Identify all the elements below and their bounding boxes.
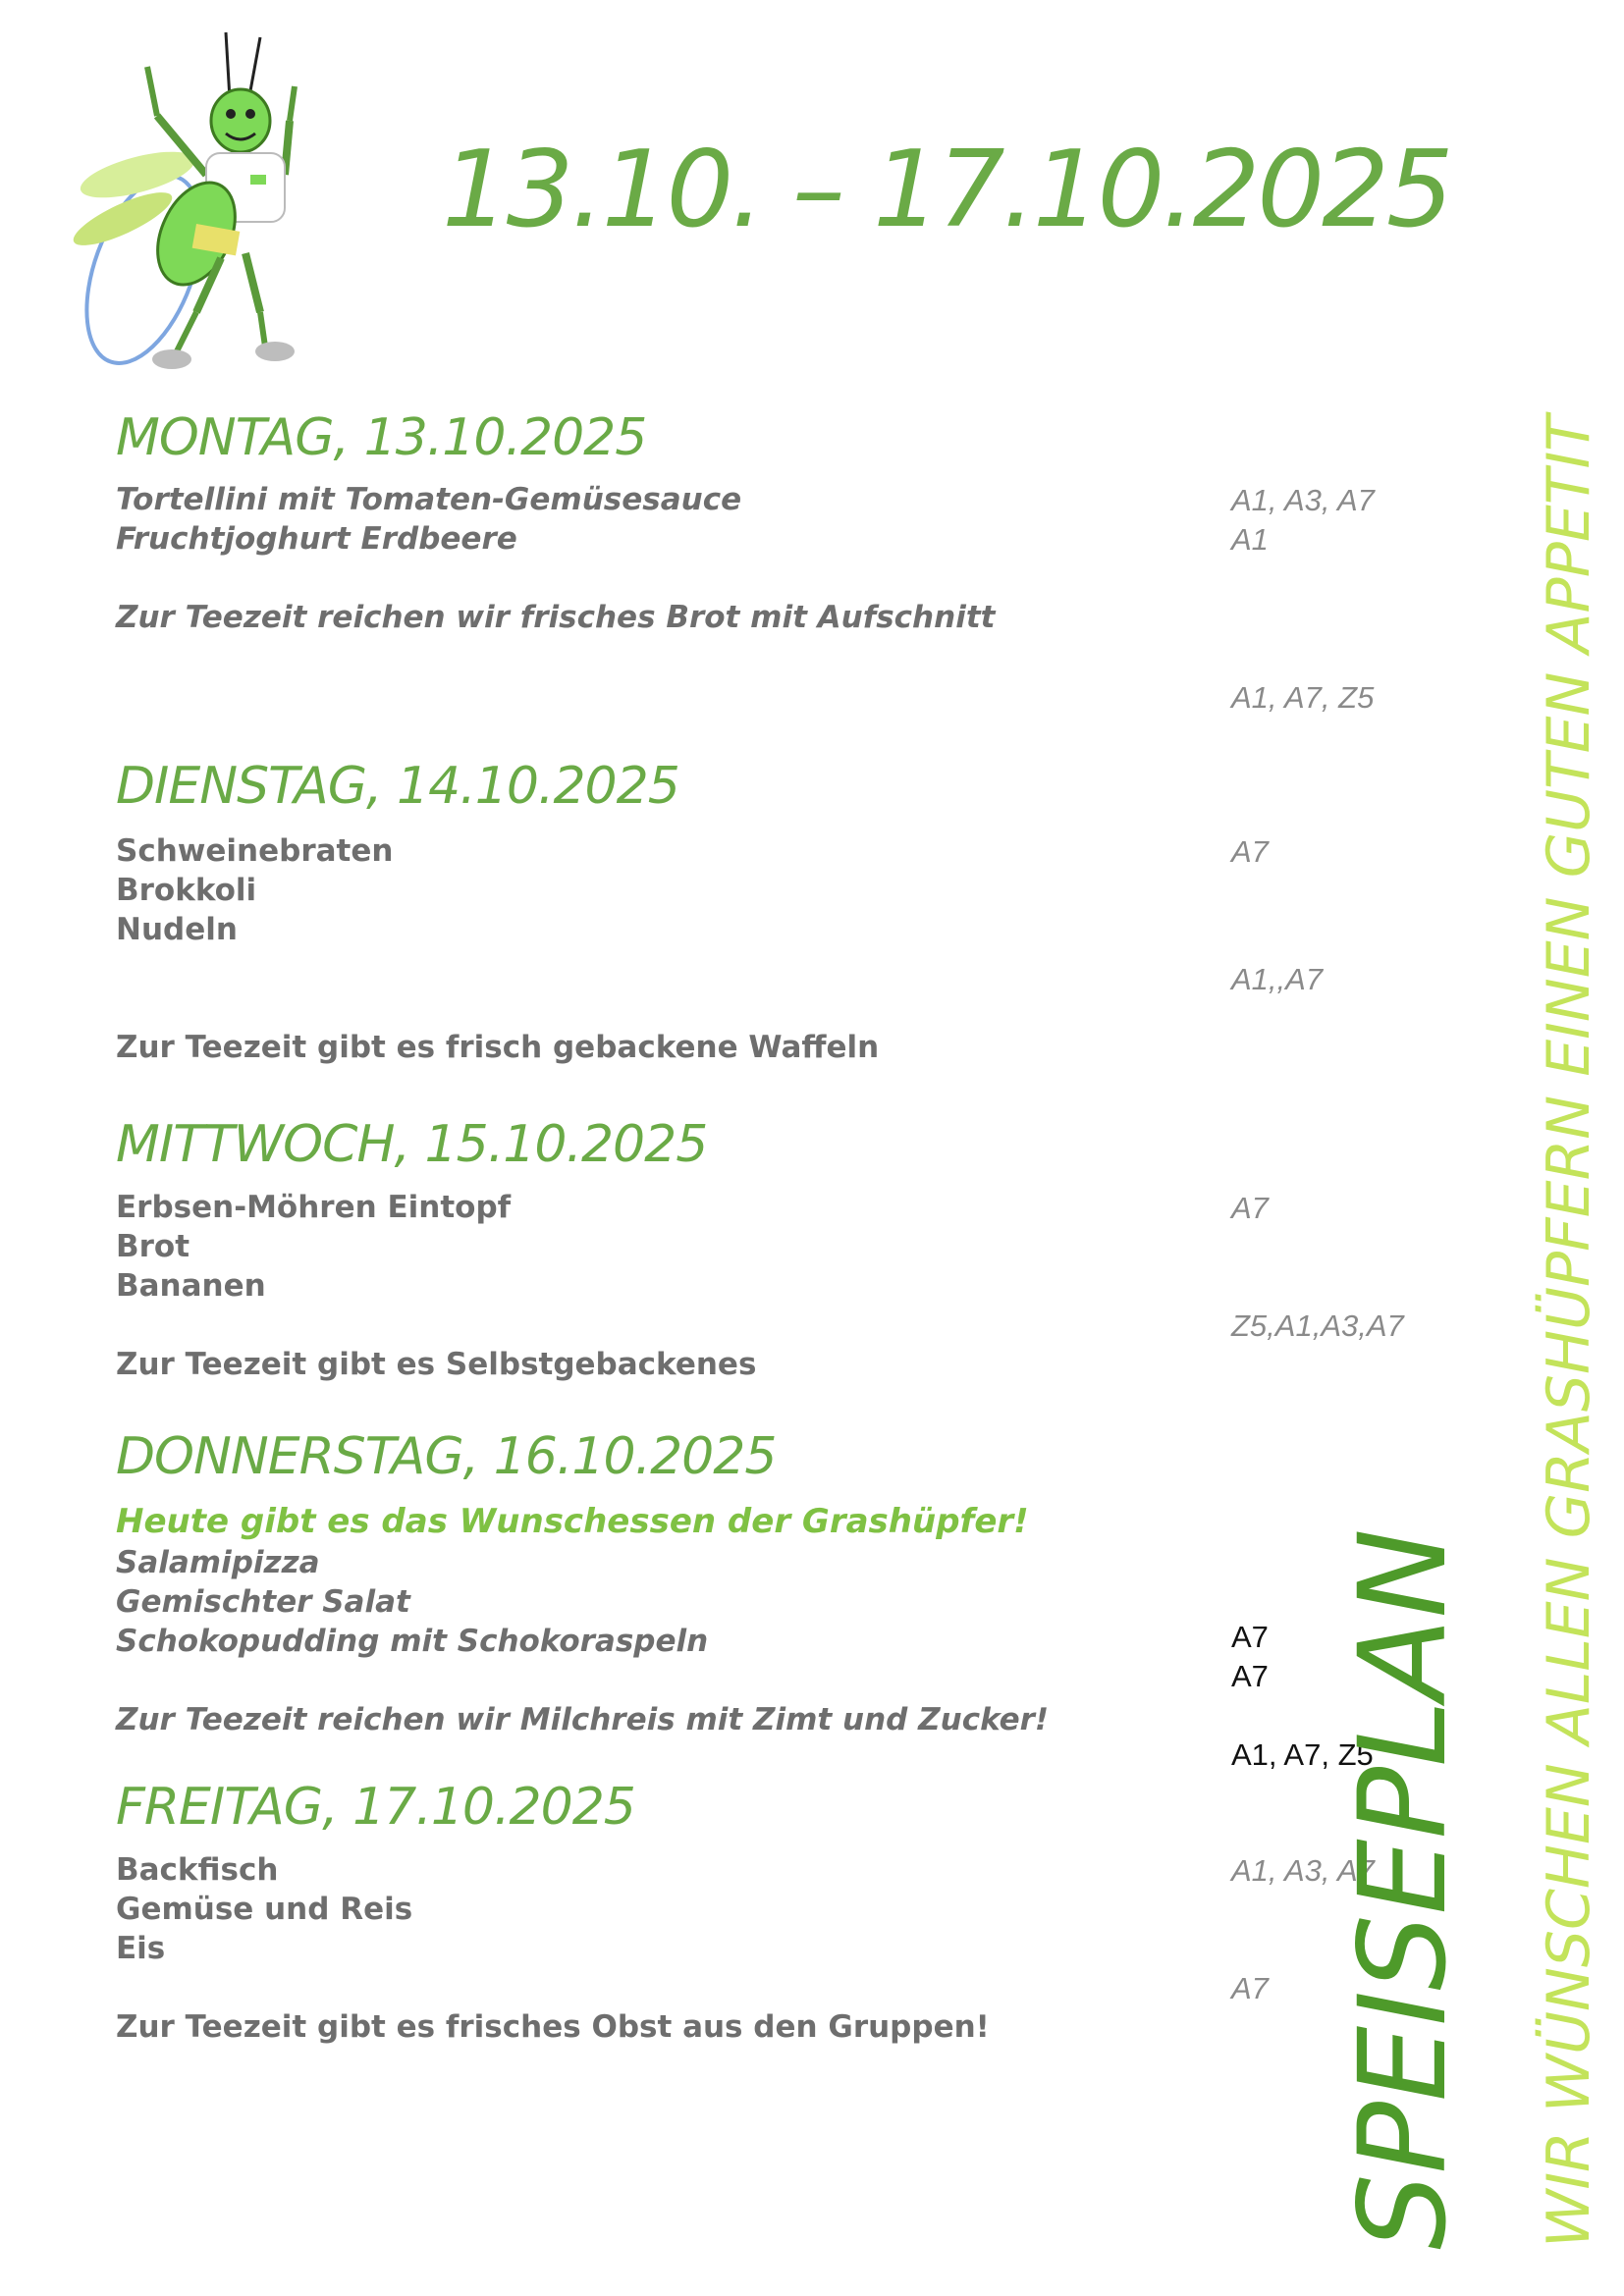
tea-time-item: Zur Teezeit reichen wir Milchreis mit Zimt und Zucker!: [116, 1702, 1050, 1737]
allergen-code: Z5,A1,A3,A7: [1231, 1308, 1404, 1343]
day-heading-donnerstag: DONNERSTAG, 16.10.2025: [116, 1427, 777, 1486]
allergen-code: A7: [1231, 1620, 1269, 1654]
allergen-code: A1, A7, Z5: [1231, 680, 1375, 715]
menu-item: Schweinebraten: [116, 833, 394, 869]
allergen-code: A1, A7, Z5: [1231, 1737, 1374, 1772]
day-heading-montag: MONTAG, 13.10.2025: [116, 408, 647, 467]
menu-item: Backfisch: [116, 1852, 279, 1888]
menu-item: Salamipizza: [116, 1545, 320, 1580]
menu-item: Tortellini mit Tomaten-Gemüsesauce: [116, 482, 742, 517]
menu-item: Eis: [116, 1931, 166, 1966]
speiseplan-vertical-title: SPEISEPLAN: [1333, 1528, 1473, 2250]
allergen-code: A1: [1231, 522, 1269, 557]
allergen-code: A1,,A7: [1231, 962, 1324, 996]
special-announcement: Heute gibt es das Wunschessen der Grashüpfer!: [116, 1502, 1029, 1541]
menu-item: Gemischter Salat: [116, 1584, 410, 1620]
menu-item: Erbsen-Möhren Eintopf: [116, 1190, 512, 1225]
allergen-code: A7: [1231, 1191, 1269, 1225]
allergen-code: A7: [1231, 1659, 1269, 1693]
allergen-code: A1, A3, A7: [1231, 1853, 1375, 1888]
day-heading-mittwoch: MITTWOCH, 15.10.2025: [116, 1115, 708, 1174]
day-heading-dienstag: DIENSTAG, 14.10.2025: [116, 757, 679, 816]
tea-time-item: Zur Teezeit gibt es Selbstgebackenes: [116, 1347, 757, 1382]
menu-item: Gemüse und Reis: [116, 1892, 413, 1927]
menu-item: Nudeln: [116, 912, 238, 947]
menu-item: Schokopudding mit Schokoraspeln: [116, 1624, 709, 1659]
tea-time-item: Zur Teezeit gibt es frisch gebackene Waffeln: [116, 1030, 880, 1065]
tea-time-item: Zur Teezeit gibt es frisches Obst aus den Gruppen!: [116, 2009, 990, 2045]
allergen-code: A7: [1231, 834, 1269, 869]
appetit-vertical-subtitle: WIR WÜNSCHEN ALLEN GRASHÜPFERN EINEN GUTEN APPETIT: [1535, 415, 1603, 2248]
grasshopper-logo: [49, 27, 324, 391]
menu-item: Fruchtjoghurt Erdbeere: [116, 521, 517, 557]
allergen-code: A1, A3, A7: [1231, 483, 1375, 517]
date-range-title: 13.10. – 17.10.2025: [442, 129, 1451, 251]
tea-time-item: Zur Teezeit reichen wir frisches Brot mit Aufschnitt: [116, 600, 996, 635]
allergen-code: A7: [1231, 1971, 1269, 2005]
menu-item: Brot: [116, 1229, 190, 1264]
menu-item: Bananen: [116, 1268, 266, 1304]
menu-item: Brokkoli: [116, 873, 257, 908]
day-heading-freitag: FREITAG, 17.10.2025: [116, 1778, 635, 1837]
